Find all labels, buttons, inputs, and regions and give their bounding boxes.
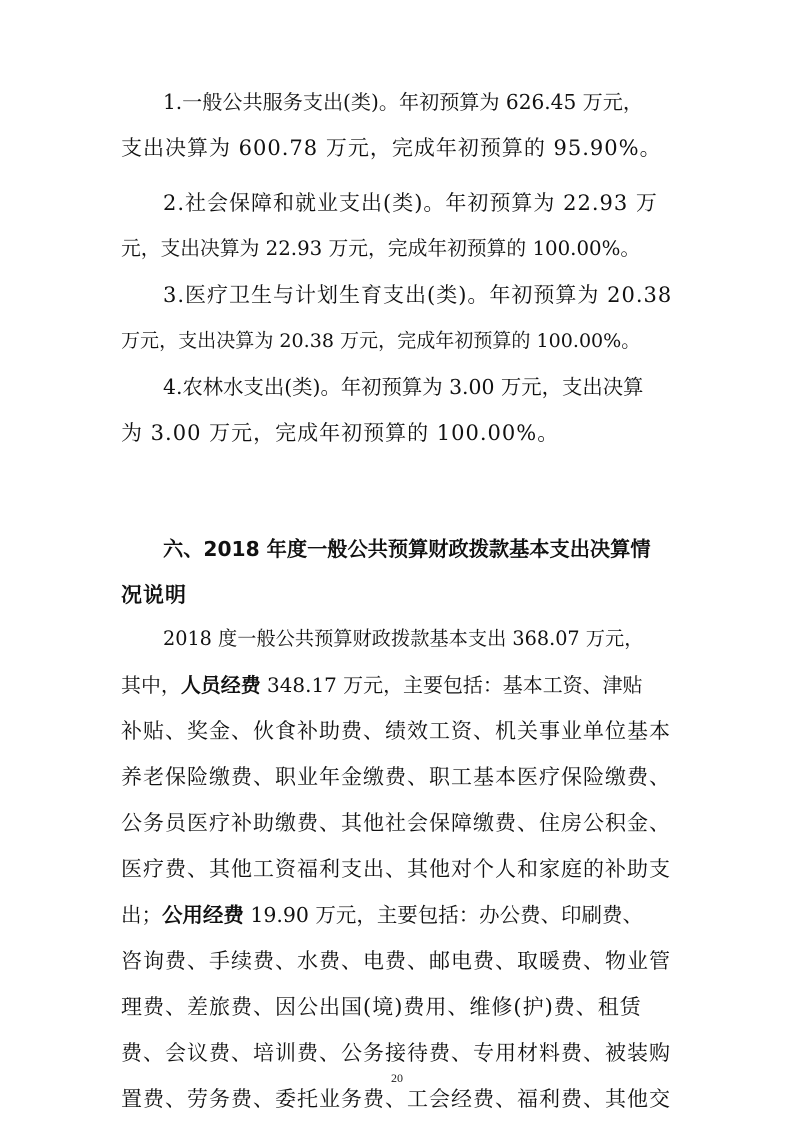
item-4-line-2: 为 3.00 万元，完成年初预算的 100.00%。: [121, 421, 560, 445]
item-2-line-2: 元，支出决算为 22.93 万元，完成年初预算的 100.00%。: [121, 237, 641, 260]
section-6-heading: [121, 526, 681, 618]
item-4-line-1: 4.农林水支出(类)。年初预算为 3.00 万元，支出决算: [163, 375, 644, 399]
body-line-2: [121, 662, 677, 708]
item-1-line-1: 1.一般公共服务支出(类)。年初预算为 626.45 万元，: [163, 90, 643, 114]
body-line-2-post: 348.17 万元，主要包括：基本工资、津贴: [260, 673, 643, 697]
body-line-1: 2018 度一般公共预算财政拨款基本支出 368.07 万元，: [163, 627, 644, 650]
body-line-7-pre: 出；: [121, 903, 162, 927]
item-2-line-1: 2.社会保障和就业支出(类)。年初预算为 22.93 万: [163, 191, 658, 215]
body-line-5: 公务员医疗补助缴费、其他社会保障缴费、住房公积金、: [121, 811, 671, 835]
body-line-7-post: 19.90 万元，主要包括：办公费、印刷费、: [243, 903, 643, 927]
item-2-paragraph: [121, 180, 677, 272]
item-3-line-2: 万元，支出决算为 20.38 万元，完成年初预算的 100.00%。: [121, 330, 641, 352]
body-line-7: [121, 892, 677, 938]
item-3-paragraph: [121, 272, 677, 364]
section-6-body: [121, 616, 677, 1122]
public-expense-term: 公用经费: [161, 903, 244, 927]
personnel-expense-term: 人员经费: [180, 673, 261, 697]
body-line-10: 费、会议费、培训费、公务接待费、专用材料费、被装购: [121, 1041, 671, 1065]
body-line-8: 咨询费、手续费、水费、电费、邮电费、取暖费、物业管: [121, 949, 671, 973]
item-3-line-1: 3.医疗卫生与计划生育支出(类)。年初预算为 20.38: [163, 283, 673, 307]
page-number: 20: [391, 1071, 403, 1085]
section-6-heading-line-2: 况说明: [121, 583, 187, 607]
body-line-6: 医疗费、其他工资福利支出、其他对个人和家庭的补助支: [121, 857, 671, 881]
body-line-2-pre: 其中，: [121, 673, 181, 697]
item-1-line-2: 支出决算为 600.78 万元，完成年初预算的 95.90%。: [121, 136, 662, 160]
body-line-11: 置费、劳务费、委托业务费、工会经费、福利费、其他交: [121, 1087, 671, 1111]
body-line-9: 理费、差旅费、因公出国(境)费用、维修(护)费、租赁: [121, 995, 642, 1019]
section-6-heading-line-1: 六、2018 年度一般公共预算财政拨款基本支出决算情: [163, 537, 651, 561]
item-1-paragraph: [121, 79, 677, 171]
body-line-4: 养老保险缴费、职业年金缴费、职工基本医疗保险缴费、: [121, 765, 671, 789]
body-line-3: 补贴、奖金、伙食补助费、绩效工资、机关事业单位基本: [121, 719, 671, 743]
item-4-paragraph: [121, 364, 677, 456]
